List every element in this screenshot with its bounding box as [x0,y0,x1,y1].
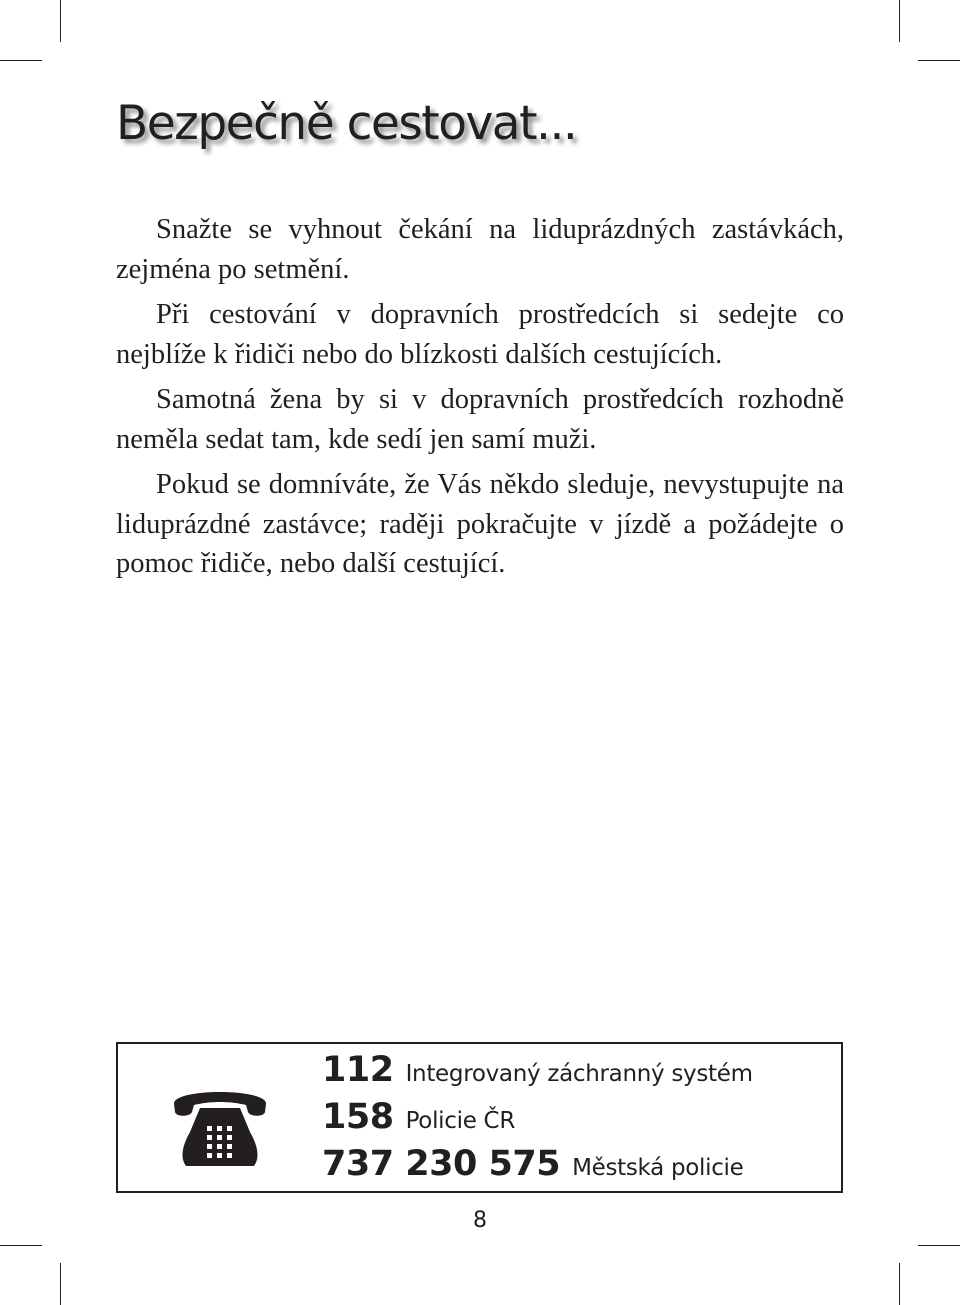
page-title: Bezpečně cestovat... [116,96,577,151]
body-text [116,210,844,590]
crop-mark [0,1245,42,1246]
contact-number: 112 [322,1050,394,1090]
emergency-contacts-box [116,1042,843,1193]
crop-mark [60,1263,61,1305]
contact-row [322,1097,753,1144]
paragraph: Pokud se domníváte, že Vás někdo sleduje, nevystupujte na liduprázdné zastávce; raději pokračujte v jízdě a požádejte o pomoc řidiče, nebo další cestující. [116,469,844,579]
contact-name: Městská policie [572,1155,744,1181]
telephone-icon [170,1082,270,1168]
crop-mark [918,60,960,61]
contact-number: 158 [322,1097,394,1137]
paragraph: Snažte se vyhnout čekání na liduprázdných zastávkách, zejména po setmění. [116,214,844,285]
paragraph: Při cestování v dopravních prostředcích si sedejte co nejblíže k řidiči nebo do blízkosti dalších cestujících. [116,299,844,370]
crop-mark [899,0,900,42]
contact-row [322,1144,753,1191]
contact-name: Policie ČR [405,1108,516,1134]
page-number: 8 [473,1208,487,1233]
contact-list [322,1050,753,1191]
crop-mark [60,0,61,42]
contact-name: Integrovaný záchranný systém [405,1061,753,1087]
contact-number: 737 230 575 [322,1144,561,1184]
crop-mark [0,60,42,61]
paragraph: Samotná žena by si v dopravních prostředcích rozhodně neměla sedat tam, kde sedí jen samí muži. [116,384,844,455]
contact-row [322,1050,753,1097]
crop-mark [899,1263,900,1305]
crop-mark [918,1245,960,1246]
